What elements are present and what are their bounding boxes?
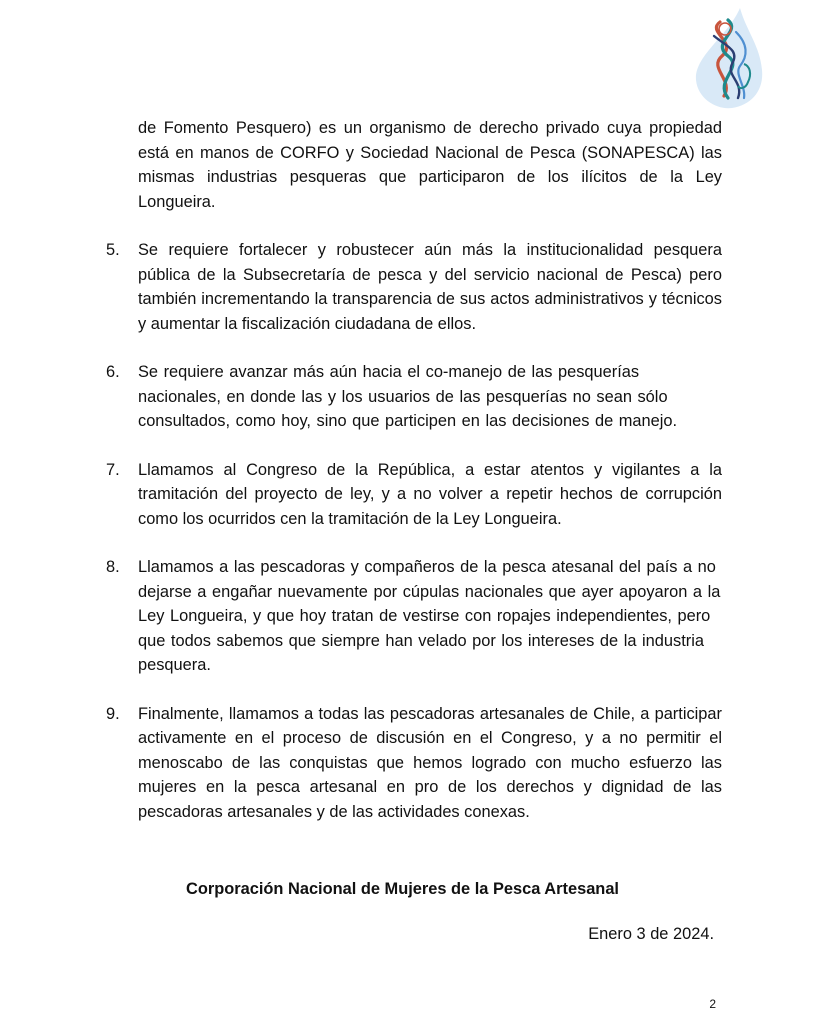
signature-organization: Corporación Nacional de Mujeres de la Pesca Artesanal [186, 880, 619, 898]
document-date: Enero 3 de 2024. [588, 925, 714, 943]
list-item-number: 5. [106, 241, 120, 259]
list-item-text: Se requiere fortalecer y robustecer aún más la institucionalidad pesquera pública de la Subsecretaría de pesca y del servicio nacional de Pesca) pero también incrementando la transparencia de sus actos administrativos y técnicos y aumentar la fiscalización ciudadana de ellos. [138, 241, 722, 333]
list-item-number: 8. [106, 558, 120, 576]
list-item-text: Llamamos al Congreso de la República, a estar atentos y vigilantes a la tramitación del proyecto de ley, y a no volver a repetir hechos de corrupción como los ocurridos cen la tramitación de la Ley Longueira. [138, 460, 722, 528]
list-item-number: 7. [106, 460, 120, 479]
page-number: 2 [709, 997, 716, 1011]
list-item-7 [106, 458, 722, 532]
list-item-text: Llamamos a las pescadoras y compañeros de la pesca atesanal del país a no dejarse a engañar nuevamente por cúpulas nacionales que ayer apoyaron a la Ley Longueira, y que hoy tratan de vestirse con ropajes independientes, pero que todos sabemos que siempre han velado por los intereses de la industria pesquera. [138, 558, 721, 674]
list-item-5 [106, 238, 722, 336]
document-body [106, 116, 722, 824]
list-item-text: Se requiere avanzar más aún hacia el co-manejo de las pesquerías nacionales, en donde las y los usuarios de las pesquerías no sean sólo consultados, como hoy, sino que participen en las decisiones de manejo. [138, 363, 678, 430]
list-item-number: 9. [106, 704, 120, 723]
list-item-number: 6. [106, 363, 120, 381]
list-item-6 [106, 360, 722, 434]
organization-logo-icon [688, 6, 766, 110]
list-item-8 [106, 555, 722, 678]
list-item-text: Finalmente, llamamos a todas las pescadoras artesanales de Chile, a participar activamente en el proceso de discusión en el Congreso, y a no permitir el menoscabo de las conquistas que hemos logrado con mucho esfuerzo las mujeres en la pesca artesanal en pro de los derechos y dignidad de las pescadoras artesanales y de las actividades conexas. [138, 704, 722, 821]
paragraph-continuation: de Fomento Pesquero) es un organismo de derecho privado cuya propiedad está en manos de CORFO y Sociedad Nacional de Pesca (SONAPESCA) las mismas industrias pesqueras que participaron de los ilícitos de la Ley Longueira. [138, 119, 722, 211]
list-item-9 [106, 702, 722, 825]
